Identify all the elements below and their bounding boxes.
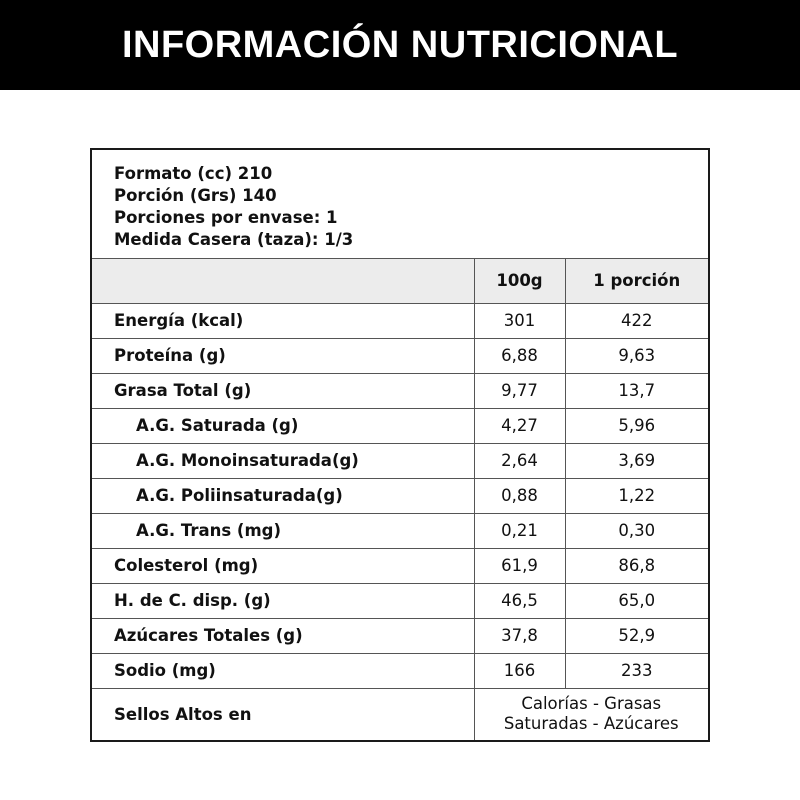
- value-per-portion: 13,7: [565, 373, 708, 408]
- value-per-portion: 52,9: [565, 618, 708, 653]
- value-per-portion: 65,0: [565, 583, 708, 618]
- table-row: [92, 548, 708, 583]
- value-per-portion: 1,22: [565, 478, 708, 513]
- value-per-portion: 9,63: [565, 338, 708, 373]
- format-line: Formato (cc) 210: [114, 164, 273, 183]
- table-row: [92, 618, 708, 653]
- nutrient-name: Energía (kcal): [92, 303, 474, 338]
- seals-value: Calorías - Grasas Saturadas - Azúcares: [474, 688, 708, 740]
- value-per-portion: 422: [565, 303, 708, 338]
- column-header-100g: 100g: [474, 259, 565, 303]
- table-row: [92, 408, 708, 443]
- page-title: INFORMACIÓN NUTRICIONAL: [121, 23, 679, 66]
- value-per-100g: 301: [474, 303, 565, 338]
- table-row: [92, 338, 708, 373]
- nutrient-name: Proteína (g): [92, 338, 474, 373]
- column-header-blank: [92, 259, 474, 303]
- value-per-portion: 86,8: [565, 548, 708, 583]
- value-per-portion: 0,30: [565, 513, 708, 548]
- format-line: Medida Casera (taza): 1/3: [114, 230, 354, 249]
- seals-row: [92, 688, 708, 740]
- value-per-100g: 61,9: [474, 548, 565, 583]
- nutrient-name: Sodio (mg): [92, 653, 474, 688]
- nutrient-name: A.G. Saturada (g): [92, 408, 474, 443]
- nutrition-label: [90, 148, 710, 742]
- value-per-portion: 233: [565, 653, 708, 688]
- value-per-portion: 5,96: [565, 408, 708, 443]
- value-per-100g: 0,88: [474, 478, 565, 513]
- column-header-portion: 1 porción: [565, 259, 708, 303]
- table-row: [92, 513, 708, 548]
- format-line: Porciones por envase: 1: [114, 208, 338, 227]
- value-per-100g: 166: [474, 653, 565, 688]
- format-line: Porción (Grs) 140: [114, 186, 277, 205]
- table-row: [92, 303, 708, 338]
- table-header-row: [92, 259, 708, 303]
- value-per-100g: 2,64: [474, 443, 565, 478]
- header-bar: [0, 0, 800, 90]
- value-per-100g: 9,77: [474, 373, 565, 408]
- nutrient-name: A.G. Poliinsaturada(g): [92, 478, 474, 513]
- value-per-100g: 46,5: [474, 583, 565, 618]
- value-per-100g: 37,8: [474, 618, 565, 653]
- nutrient-name: Colesterol (mg): [92, 548, 474, 583]
- table-row: [92, 583, 708, 618]
- table-row: [92, 653, 708, 688]
- nutrient-name: A.G. Trans (mg): [92, 513, 474, 548]
- format-info: [92, 150, 708, 259]
- table-row: [92, 478, 708, 513]
- nutrition-table: [92, 259, 708, 740]
- value-per-portion: 3,69: [565, 443, 708, 478]
- nutrient-name: Grasa Total (g): [92, 373, 474, 408]
- value-per-100g: 4,27: [474, 408, 565, 443]
- table-row: [92, 443, 708, 478]
- nutrient-name: H. de C. disp. (g): [92, 583, 474, 618]
- value-per-100g: 0,21: [474, 513, 565, 548]
- nutrient-name: A.G. Monoinsaturada(g): [92, 443, 474, 478]
- nutrient-name: Azúcares Totales (g): [92, 618, 474, 653]
- table-row: [92, 373, 708, 408]
- seals-label: Sellos Altos en: [114, 704, 252, 724]
- value-per-100g: 6,88: [474, 338, 565, 373]
